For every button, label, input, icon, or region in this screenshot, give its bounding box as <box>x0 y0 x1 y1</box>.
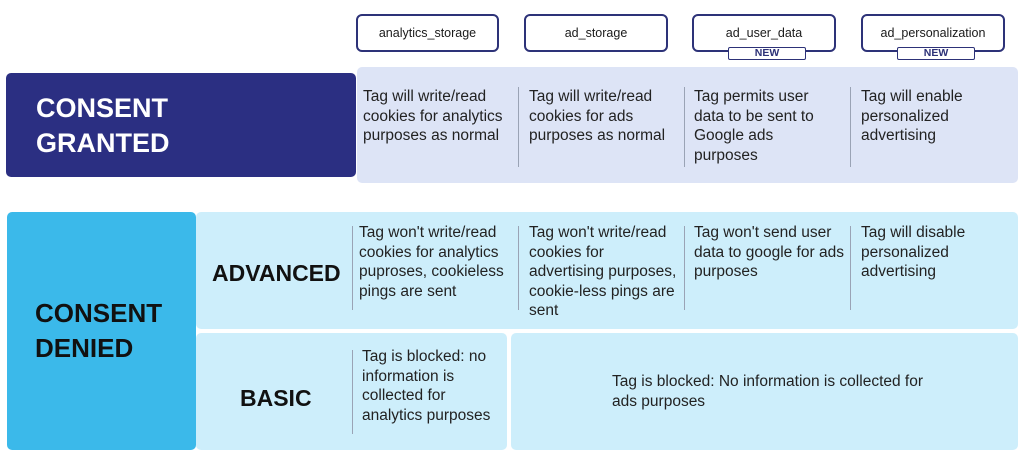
advanced-ad-personalization-cell: Tag will disable personalized advertising <box>861 224 966 280</box>
consent-granted-label <box>6 73 356 177</box>
granted-ad-storage-cell: Tag will write/read cookies for ads purposes as normal <box>529 88 666 144</box>
advanced-mode-label: ADVANCED <box>212 260 341 286</box>
consent-denied-line2: DENIED <box>35 333 134 363</box>
column-divider <box>684 87 685 167</box>
basic-mode-label: BASIC <box>240 385 312 411</box>
new-badge: NEW <box>728 47 806 60</box>
column-divider <box>850 226 851 310</box>
column-header-ad-storage: ad_storage <box>524 14 668 52</box>
column-divider <box>518 87 519 167</box>
column-header-ad-user-data: ad_user_data <box>692 14 836 52</box>
granted-analytics-cell: Tag will write/read cookies for analytics purposes as normal <box>363 88 503 144</box>
advanced-ad-storage-cell: Tag won't write/read cookies for advertising purposes, cookie-less pings are sent <box>529 224 677 319</box>
advanced-ad-user-data-cell: Tag won't send user data to google for ads purposes <box>694 224 844 280</box>
consent-granted-line2: GRANTED <box>36 128 170 158</box>
basic-ads-cell: Tag is blocked: No information is collected for ads purposes <box>612 373 924 410</box>
column-divider <box>518 226 519 310</box>
consent-denied-line1: CONSENT <box>35 298 163 328</box>
basic-analytics-cell: Tag is blocked: no information is collected for analytics purposes <box>362 348 491 424</box>
column-divider <box>684 226 685 310</box>
column-header-analytics-storage: analytics_storage <box>356 14 499 52</box>
column-divider <box>352 226 353 310</box>
consent-denied-label <box>7 212 196 450</box>
column-header-ad-personalization: ad_personalization <box>861 14 1005 52</box>
column-divider <box>352 350 353 434</box>
advanced-analytics-cell: Tag won't write/read cookies for analytics puproses, cookieless pings are sent <box>359 224 504 300</box>
granted-ad-personalization-cell: Tag will enable personalized advertising <box>861 88 963 144</box>
new-badge: NEW <box>897 47 975 60</box>
granted-ad-user-data-cell: Tag permits user data to be sent to Google ads purposes <box>694 88 814 164</box>
column-divider <box>850 87 851 167</box>
consent-granted-line1: CONSENT <box>36 93 169 123</box>
